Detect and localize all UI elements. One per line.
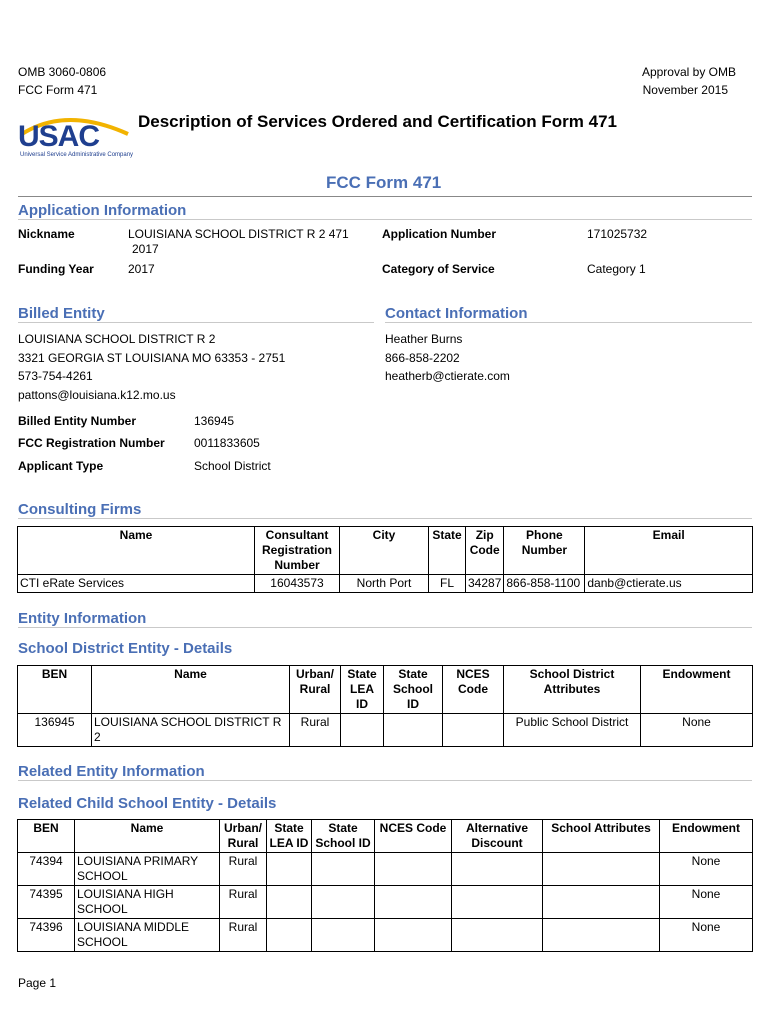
fcc-registration-value: 0011833605 — [194, 436, 260, 450]
child-ben: 74396 — [18, 919, 75, 952]
col-ben: BEN — [18, 666, 92, 714]
billed-entity-heading: Billed Entity — [18, 305, 374, 323]
col-alt-discount: Alternative Discount — [452, 820, 543, 853]
child-endowment: None — [660, 886, 753, 919]
application-number-label: Application Number — [382, 227, 497, 241]
child-ben: 74394 — [18, 853, 75, 886]
col-zip: Zip Code — [466, 527, 504, 575]
application-number-value: 171025732 — [587, 227, 648, 241]
child-nces — [375, 886, 452, 919]
ben-label: Billed Entity Number — [18, 414, 137, 428]
child-endowment: None — [660, 919, 753, 952]
nickname-value: LOUISIANA SCHOOL DISTRICT R 2 471 2017 — [128, 227, 349, 256]
child-lea — [267, 919, 312, 952]
logo-text: USAC — [18, 120, 100, 153]
district-nces — [443, 714, 504, 747]
col-state-school: State School ID — [384, 666, 443, 714]
page-title: Description of Services Ordered and Certification Form 471 — [138, 112, 617, 131]
child-alt-discount — [452, 919, 543, 952]
child-urban: Rural — [220, 853, 267, 886]
billed-entity-address: 3321 GEORGIA ST LOUISIANA MO 63353 - 2751 — [18, 350, 286, 365]
col-consultant-reg: Consultant Registration Number — [255, 527, 340, 575]
contact-name: Heather Burns — [385, 332, 463, 346]
child-school-id — [312, 886, 375, 919]
application-info-heading: Application Information — [18, 202, 752, 220]
district-name: LOUISIANA SCHOOL DISTRICT R 2 — [92, 714, 290, 747]
col-nces: NCES Code — [375, 820, 452, 853]
consultant-reg: 16043573 — [255, 575, 340, 593]
child-lea — [267, 853, 312, 886]
omb-number: OMB 3060-0806 — [18, 65, 107, 79]
billed-entity-phone: 573-754-4261 — [18, 369, 93, 383]
nickname-label: Nickname — [18, 227, 75, 241]
col-ben: BEN — [18, 820, 75, 853]
consulting-firms-table — [17, 526, 753, 593]
col-name: Name — [18, 527, 255, 575]
table-row — [18, 853, 753, 886]
contact-info-heading: Contact Information — [385, 305, 752, 323]
applicant-type-label: Applicant Type — [18, 459, 104, 473]
form-subtitle: FCC Form 471 — [326, 173, 442, 192]
school-district-heading: School District Entity - Details — [18, 640, 233, 657]
applicant-type-value: School District — [194, 459, 271, 473]
table-row — [18, 919, 753, 952]
child-school-id — [312, 853, 375, 886]
consulting-firms-heading: Consulting Firms — [18, 501, 752, 519]
col-city: City — [340, 527, 429, 575]
child-alt-discount — [452, 853, 543, 886]
page-number: Page 1 — [18, 976, 57, 990]
table-header-row — [18, 527, 753, 575]
col-state: State — [429, 527, 466, 575]
billed-entity-name: LOUISIANA SCHOOL DISTRICT R 2 — [18, 332, 216, 346]
school-district-table — [17, 665, 753, 747]
col-email: Email — [585, 527, 753, 575]
col-state-lea: State LEA ID — [341, 666, 384, 714]
related-entity-heading: Related Entity Information — [18, 763, 752, 781]
child-attributes — [543, 886, 660, 919]
child-name: LOUISIANA HIGH SCHOOL — [75, 886, 220, 919]
entity-info-heading: Entity Information — [18, 610, 752, 628]
child-urban: Rural — [220, 886, 267, 919]
child-endowment: None — [660, 853, 753, 886]
col-urban-rural: Urban/ Rural — [290, 666, 341, 714]
col-state-school: State School ID — [312, 820, 375, 853]
contact-email: heatherb@ctierate.com — [385, 369, 510, 383]
related-child-heading: Related Child School Entity - Details — [18, 795, 277, 812]
approval-date: November 2015 — [642, 83, 728, 97]
child-name: LOUISIANA PRIMARY SCHOOL — [75, 853, 220, 886]
col-attributes: School District Attributes — [504, 666, 641, 714]
district-endowment: None — [641, 714, 753, 747]
child-urban: Rural — [220, 919, 267, 952]
table-row — [18, 886, 753, 919]
contact-details — [385, 330, 510, 386]
child-ben: 74395 — [18, 886, 75, 919]
form-number: FCC Form 471 — [18, 83, 98, 97]
col-phone: Phone Number — [504, 527, 585, 575]
title-divider — [18, 196, 752, 197]
fcc-registration-label: FCC Registration Number — [18, 436, 165, 450]
col-urban-rural: Urban/ Rural — [220, 820, 267, 853]
consultant-city: North Port — [340, 575, 429, 593]
category-label: Category of Service — [382, 262, 495, 276]
district-urban: Rural — [290, 714, 341, 747]
col-endowment: Endowment — [660, 820, 753, 853]
table-row — [18, 714, 753, 747]
col-name: Name — [75, 820, 220, 853]
consultant-phone: 866-858-1100 — [504, 575, 585, 593]
table-row — [18, 575, 753, 593]
consultant-zip: 34287 — [466, 575, 504, 593]
child-name: LOUISIANA MIDDLE SCHOOL — [75, 919, 220, 952]
billed-entity-email: pattons@louisiana.k12.mo.us — [18, 387, 176, 402]
col-school-attributes: School Attributes — [543, 820, 660, 853]
consultant-name: CTI eRate Services — [18, 575, 255, 593]
ben-value: 136945 — [194, 414, 235, 428]
district-attributes: Public School District — [504, 714, 641, 747]
funding-year-value: 2017 — [128, 262, 155, 276]
district-ben: 136945 — [18, 714, 92, 747]
funding-year-label: Funding Year — [18, 262, 94, 276]
child-nces — [375, 853, 452, 886]
district-lea — [341, 714, 384, 747]
child-attributes — [543, 919, 660, 952]
col-state-lea: State LEA ID — [267, 820, 312, 853]
table-header-row — [18, 820, 753, 853]
col-endowment: Endowment — [641, 666, 753, 714]
child-attributes — [543, 853, 660, 886]
col-name: Name — [92, 666, 290, 714]
district-school-id — [384, 714, 443, 747]
consultant-email: danb@ctierate.us — [585, 575, 753, 593]
contact-phone: 866-858-2202 — [385, 350, 460, 365]
related-child-table — [17, 819, 753, 952]
child-alt-discount — [452, 886, 543, 919]
logo-subtext: Universal Service Administrative Company — [20, 152, 134, 158]
approval-label: Approval by OMB — [641, 65, 736, 79]
table-header-row — [18, 666, 753, 714]
child-lea — [267, 886, 312, 919]
consultant-state: FL — [429, 575, 466, 593]
category-value: Category 1 — [587, 262, 646, 276]
billed-entity-details — [18, 330, 285, 404]
child-nces — [375, 919, 452, 952]
child-school-id — [312, 919, 375, 952]
usac-logo — [16, 112, 134, 164]
col-nces: NCES Code — [443, 666, 504, 714]
